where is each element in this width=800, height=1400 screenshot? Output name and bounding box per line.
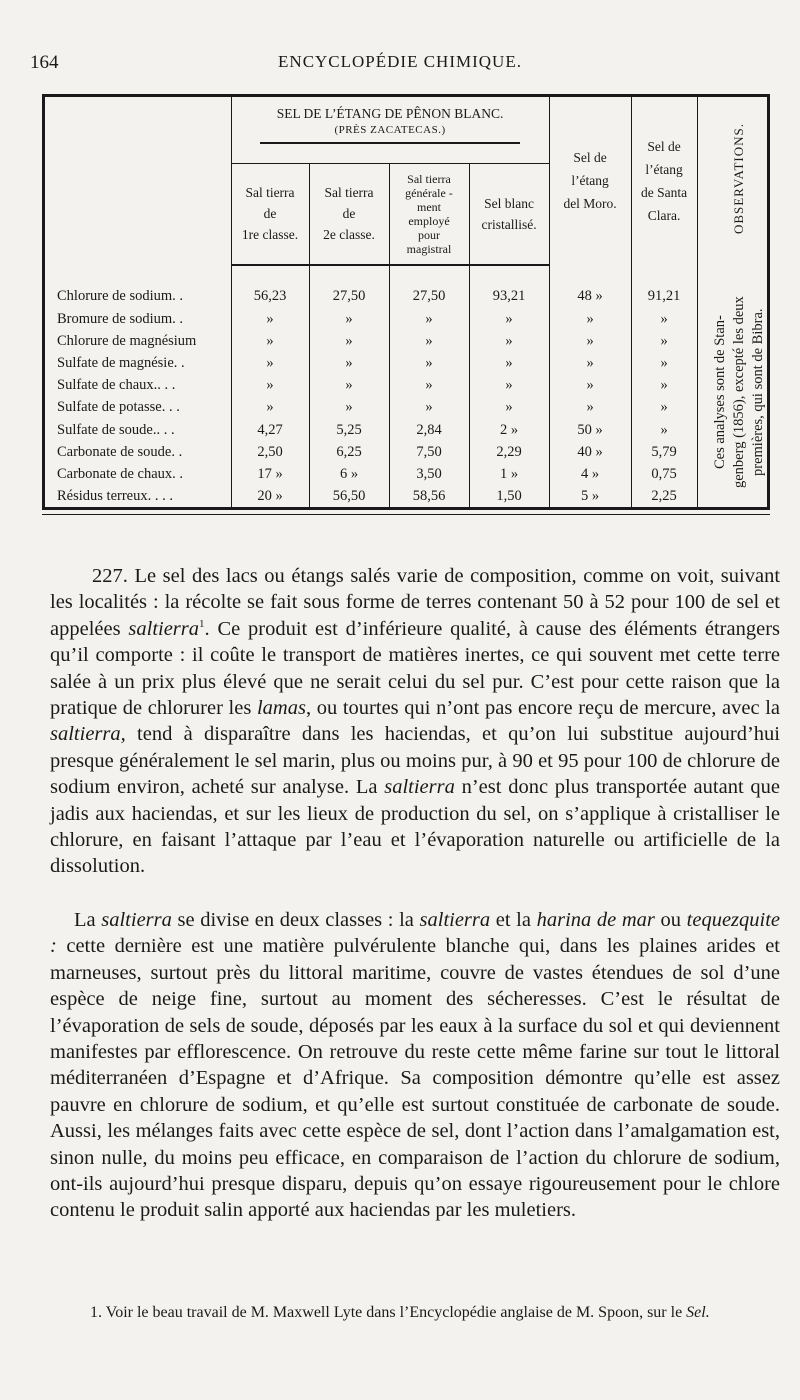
page-header: [30, 52, 770, 76]
table-cell: »: [309, 330, 389, 352]
table-cell: »: [231, 396, 309, 418]
table-cell: »: [309, 374, 389, 396]
table-cell: 2 »: [469, 419, 549, 441]
table-cell: »: [389, 396, 469, 418]
table-cell: »: [469, 308, 549, 330]
group-header: [231, 97, 549, 164]
table-cell: »: [309, 352, 389, 374]
col-header-moro: Sel de l’étang del Moro.: [549, 97, 631, 265]
table-cell: »: [389, 308, 469, 330]
table-cell: »: [389, 330, 469, 352]
table-cell: »: [631, 419, 697, 441]
col-header-1re-classe: Sal tierra de 1re classe.: [231, 164, 309, 265]
table-cell: 91,21: [631, 265, 697, 308]
table-row: [45, 308, 800, 330]
table-cell: 5 »: [549, 485, 631, 507]
table-cell: »: [231, 308, 309, 330]
table-cell: »: [231, 374, 309, 396]
table-cell: 1,50: [469, 485, 549, 507]
row-label: Sulfate de soude.. . .: [57, 421, 175, 438]
table-cell: 4,27: [231, 419, 309, 441]
table-body: [45, 265, 800, 507]
table-cell: 40 »: [549, 441, 631, 463]
table-cell: »: [631, 308, 697, 330]
paragraph-saltierra-classes: La saltierra se divise en deux classes : la saltierra et la harina de mar ou tequezquite : cette dernière est une matière pulvérulente blanche qui, dans les plaines arides et marneuses, surtout près du littoral maritime, couvre de vastes étendues de sol d’une espèce de neige fine, surtout au moment des sécheresses. C’est le résultat de l’évaporation de sels de soude, déposés par les eaux à la surface du sol et qui deviennent manifestes par efflorescence. On retrouve du reste cette même farine sur tout le littoral méditerranéen d’Espagne et d’Afrique. Sa composition démontre qu’elle est assez pauvre en chlorure de sodium, et qu’elle est surtout constituée de carbonate de soude. Aussi, les mélanges faits avec cette espèce de sel, dont l’action dans l’amalgamation est, sinon nulle, du moins peu efficace, en comparaison de l’action du chlorure de sodium, ont-ils aujourd’hui presque disparu, depuis qu’on essaye rigoureusement pour le chlore contenu le produit salin apporté aux haciendas par les muletiers.: [50, 909, 781, 1222]
col-header-santa-clara: Sel de l’étang de Santa Clara.: [631, 97, 697, 265]
table-row: [45, 441, 800, 463]
running-title: ENCYCLOPÉDIE CHIMIQUE.: [278, 52, 522, 71]
footnote: 1. Voir le beau travail de M. Maxwell Lyte dans l’Encyclopédie anglaise de M. Spoon, sur le Sel.: [90, 1304, 710, 1321]
table-cell: 4 »: [549, 463, 631, 485]
col-header-sel-blanc: Sel blanc cristallisé.: [469, 164, 549, 265]
group-subtitle: (PRÈS ZACATECAS.): [334, 124, 446, 136]
row-label-header: [45, 97, 231, 265]
col-header-2e-classe: Sal tierra de 2e classe.: [309, 164, 389, 265]
table-cell: »: [469, 330, 549, 352]
table-cell: »: [231, 330, 309, 352]
row-label: Carbonate de soude. .: [57, 443, 183, 460]
table-cell: »: [231, 352, 309, 374]
group-rule: [260, 142, 520, 144]
row-label: Bromure de sodium. .: [57, 311, 184, 328]
table-cell: 48 »: [549, 265, 631, 308]
table-cell: »: [631, 396, 697, 418]
table-row: [45, 396, 800, 418]
table-cell: 56,23: [231, 265, 309, 308]
table-cell: 20 »: [231, 485, 309, 507]
table-cell: »: [549, 396, 631, 418]
table-cell: 2,84: [389, 419, 469, 441]
row-label: Résidus terreux. . . .: [57, 487, 173, 504]
table-cell: 2,50: [231, 441, 309, 463]
observation-note: Ces analyses sont de Stan-genberg (1856), excepté les deux premières, qui sont de Bibra.: [697, 265, 781, 507]
col-header-observations: OBSERVATIONS.: [697, 97, 781, 265]
row-label: Sulfate de magnésie. .: [57, 355, 185, 372]
table-cell: 5,79: [631, 441, 697, 463]
table-cell: 2,29: [469, 441, 549, 463]
table-cell: 27,50: [389, 265, 469, 308]
table-cell: »: [389, 374, 469, 396]
table-cell: 3,50: [389, 463, 469, 485]
table-cell: 5,25: [309, 419, 389, 441]
table-cell: 17 »: [231, 463, 309, 485]
table-cell: »: [631, 374, 697, 396]
row-label: Chlorure de sodium. .: [57, 287, 184, 304]
table-cell: 7,50: [389, 441, 469, 463]
table-row: [45, 352, 800, 374]
paragraph-227: 227. Le sel des lacs ou étangs salés varie de composition, comme on voit, suivant les localités : la récolte se fait sous forme de terres contenant 50 à 52 pour 100 de sel et appelées saltierra$^1$. Ce produit est d’inférieure qualité, à cause des éléments étrangers qu’il comporte : il coûte le transport de matières inertes, ce qui souvent met cette terre salée à un prix plus élevé que ne serait celui du sel pur. C’est pour cette raison que la pratique de chlorurer les lamas, ou tourtes qui n’ont pas encore reçu de mercure, avec la saltierra, tend à disparaître dans les haciendas, et qu’on lui substitue aujourd’hui presque généralement le sel marin, plus ou moins pur, à 90 et 95 pour 100 de chlorure de sodium environ, acheté sur analyse. La saltierra n’est donc plus transportée autant que jadis aux haciendas, et sur les lieux de production du sel, on s’applique à cristalliser le chlorure, en faisant l’attaque par l’eau et l’évaporation naturelle ou artificielle de la dissolution.: [50, 565, 781, 878]
table-cell: »: [469, 396, 549, 418]
table-cell: »: [631, 330, 697, 352]
table-cell: 27,50: [309, 265, 389, 308]
table-cell: 0,75: [631, 463, 697, 485]
table-cell: »: [469, 374, 549, 396]
footnote-ref: 1: [199, 617, 205, 630]
row-label: Sulfate de potasse. . .: [57, 399, 180, 416]
footnote-number: 1.: [90, 1304, 102, 1321]
table-cell: »: [309, 308, 389, 330]
table-cell: »: [309, 396, 389, 418]
analysis-table: [42, 94, 770, 510]
table-row: [45, 374, 800, 396]
paragraph-number: 227.: [92, 565, 128, 587]
table-row: [45, 419, 800, 441]
table-row: [45, 463, 800, 485]
table-cell: »: [549, 308, 631, 330]
table-cell: 56,50: [309, 485, 389, 507]
table-cell: »: [389, 352, 469, 374]
table-cell: 6,25: [309, 441, 389, 463]
table-cell: 1 »: [469, 463, 549, 485]
table-cell: 50 »: [549, 419, 631, 441]
table-cell: »: [549, 352, 631, 374]
group-title: SEL DE L’ÉTANG DE PÊNON BLANC.: [276, 106, 504, 121]
table-cell: 58,56: [389, 485, 469, 507]
table-cell: »: [631, 352, 697, 374]
table-cell: 93,21: [469, 265, 549, 308]
table-row: [45, 265, 800, 308]
table-cell: »: [549, 330, 631, 352]
table-cell: 6 »: [309, 463, 389, 485]
table-row: [45, 485, 800, 507]
table-cell: »: [549, 374, 631, 396]
table-row: [45, 330, 800, 352]
row-label: Carbonate de chaux. .: [57, 465, 184, 482]
salt-composition-table: [45, 97, 800, 507]
page-number: 164: [30, 52, 59, 73]
table-cell: 2,25: [631, 485, 697, 507]
row-label: Sulfate de chaux.. . .: [57, 377, 176, 394]
row-label: Chlorure de magnésium: [57, 333, 197, 350]
table-cell: »: [469, 352, 549, 374]
col-header-magistral: Sal tierra générale - ment employé pour magistral: [389, 164, 469, 265]
